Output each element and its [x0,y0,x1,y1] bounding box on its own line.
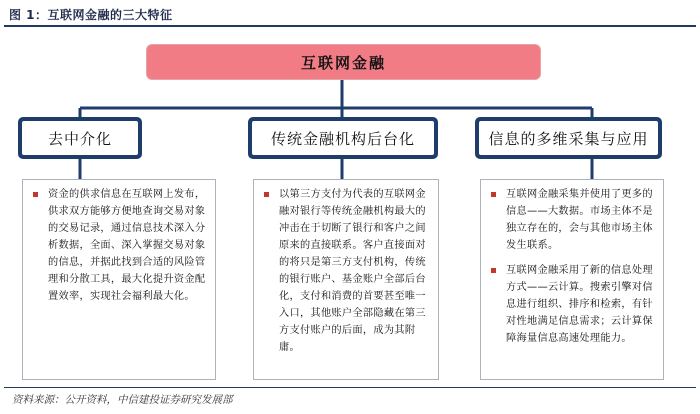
figure-title: 图 1：互联网金融的三大特征 [9,8,173,22]
branch-node-3 [475,117,662,159]
bullet-square-icon [491,192,496,197]
root-node: 互联网金融 [146,44,541,80]
source-note: 资料来源：公开资料，中信建投证券研究发展部 [12,394,233,406]
list-item [491,262,655,347]
bullet-text: 资金的供求信息在互联网上发布，供求双方能够方便地查询交易对象的交易记录，通过信息技术深入分析数据，全面、深入掌握交易对象的信息，并据此找到合适的风险管理和分散工具，最大化提升资金配置效率，实现社会福利最大化。 [48,189,206,302]
bullet-text: 互联网金融采用了新的信息处理方式——云计算。搜索引擎对信息进行组织、排序和检索，有针对性地满足信息需求；云计算保障海量信息高速处理能力。 [506,265,653,344]
feature-card-2 [253,179,439,380]
branch-node-2 [248,117,438,159]
feature-card-3 [480,179,664,380]
list-item [264,186,430,356]
bullet-square-icon [33,192,38,197]
list-item [33,186,207,305]
branch-label: 去中介化 [22,121,138,155]
bullet-text: 以第三方支付为代表的互联网金融对银行等传统金融机构最大的冲击在于切断了银行和客户之间原来的直接联系。客户直接面对的将只是第三方支付机构，传统的银行账户、基金账户全部后台化，支付和消费的首要甚至唯一入口，其他账户全部隐藏在第三方支付账户的后面，成为其附庸。 [279,189,426,353]
feature-card-1 [22,179,216,380]
bullet-square-icon [264,192,269,197]
bullet-text: 互联网金融采集并使用了更多的信息——大数据。市场主体不是独立存在的，会与其他市场主体发生联系。 [506,189,653,251]
branch-label: 信息的多维采集与应用 [479,121,658,155]
bottom-divider [4,387,696,388]
branch-node-1 [18,117,142,159]
branch-label: 传统金融机构后台化 [252,121,434,155]
list-item [491,186,655,254]
bullet-square-icon [491,268,496,273]
